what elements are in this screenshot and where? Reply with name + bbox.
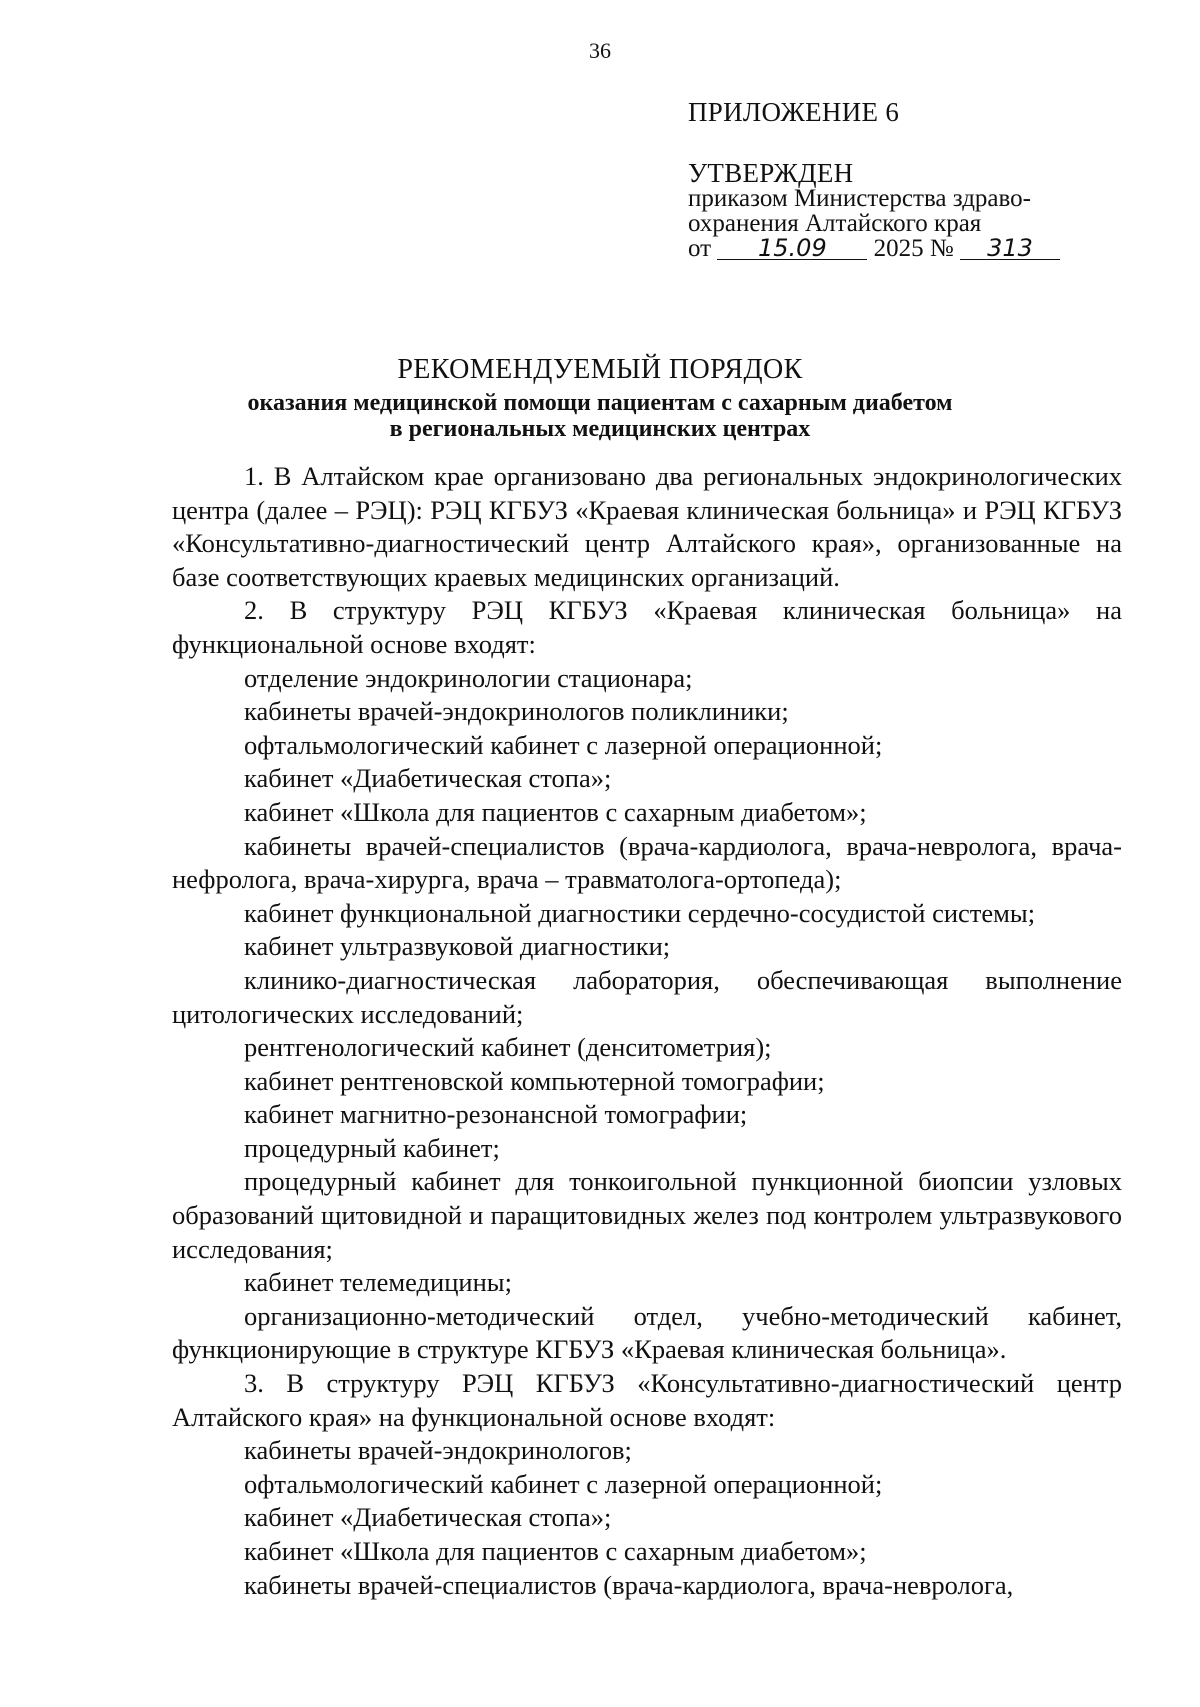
document-subtitle-line-1: оказания медицинской помощи пациентам с сахарным диабетом xyxy=(247,390,953,416)
document-body xyxy=(172,460,1122,1602)
list-item: кабинет рентгеновской компьютерной томографии; xyxy=(244,1065,825,1096)
list-item: кабинет «Диабетическая стопа»; xyxy=(244,763,612,794)
list-item: процедурный кабинет для тонкоигольной пункционной биопсии узловых образований щитовидной и паращитовидных желез под контролем ультразвукового исследования; xyxy=(172,1166,1122,1264)
list-item: офтальмологический кабинет с лазерной операционной; xyxy=(244,1468,883,1499)
handwritten-order-number: 313 xyxy=(960,237,1060,260)
list-item: офтальмологический кабинет с лазерной операционной; xyxy=(244,729,883,760)
page-number: 36 xyxy=(589,38,611,63)
order-line-1: приказом Министерства здраво- xyxy=(688,185,1031,212)
document-title-block xyxy=(0,354,1200,442)
list-item: кабинет «Школа для пациентов с сахарным диабетом»; xyxy=(244,796,867,827)
list-item: процедурный кабинет; xyxy=(244,1132,500,1163)
list-item: клинико-диагностическая лаборатория, обеспечивающая выполнение цитологических исследований; xyxy=(172,964,1122,1029)
list-item: кабинет ультразвуковой диагностики; xyxy=(244,931,671,962)
list-item: кабинет телемедицины; xyxy=(244,1267,512,1298)
list-item: рентгенологический кабинет (денситометрия); xyxy=(244,1032,772,1063)
list-item: кабинеты врачей-специалистов (врача-кардиолога, врача-невролога, врача-нефролога, врача-хирурга, врача – травматолога-ортопеда); xyxy=(172,830,1122,895)
approved-title: УТВЕРЖДЕН xyxy=(688,158,854,188)
list-item: кабинеты врачей-эндокринологов поликлиники; xyxy=(244,696,789,727)
list-item: кабинет «Диабетическая стопа»; xyxy=(244,1502,612,1533)
list-item: кабинеты врачей-эндокринологов; xyxy=(244,1435,632,1466)
list-item: кабинет «Школа для пациентов с сахарным диабетом»; xyxy=(244,1536,867,1566)
paragraph: 1. В Алтайском крае организовано два региональных эндокринологических центра (далее – РЭЦ): РЭЦ КГБУЗ «Краевая клиническая больница» и РЭЦ КГБУЗ «Консультативно-диагностический центр Алтайского края», организованные на базе соответствующих краевых медицинских организаций. xyxy=(172,461,1122,592)
paragraph: 2. В структуру РЭЦ КГБУЗ «Краевая клиническая больница» на функциональной основе входят: xyxy=(172,595,1122,659)
document-title: РЕКОМЕНДУЕМЫЙ ПОРЯДОК xyxy=(397,354,803,385)
document-subtitle-line-2: в региональных медицинских центрах xyxy=(389,416,811,442)
list-item: кабинеты врачей-специалистов (врача-кардиолога, врача-невролога, xyxy=(244,1569,1014,1600)
list-item: кабинет магнитно-резонансной томографии; xyxy=(244,1099,748,1130)
approval-block xyxy=(688,97,1088,262)
list-item: организационно-методический отдел, учебно-методический кабинет, функционирующие в структуре КГБУЗ «Краевая клиническая больница». xyxy=(172,1300,1122,1365)
list-item: отделение эндокринологии стационара; xyxy=(244,662,693,693)
list-item: кабинет функциональной диагностики сердечно-сосудистой системы; xyxy=(244,897,1036,928)
date-prefix: от xyxy=(688,235,712,262)
handwritten-date: 15.09 xyxy=(717,237,867,260)
paragraph: 3. В структуру РЭЦ КГБУЗ «Консультативно-диагностический центр Алтайского края» на функциональной основе входят: xyxy=(172,1368,1122,1432)
year-text: 2025 № xyxy=(873,235,954,262)
order-date-row xyxy=(688,236,1088,261)
order-line-2: охранения Алтайского края xyxy=(688,210,982,237)
appendix-title: ПРИЛОЖЕНИЕ 6 xyxy=(688,97,900,127)
